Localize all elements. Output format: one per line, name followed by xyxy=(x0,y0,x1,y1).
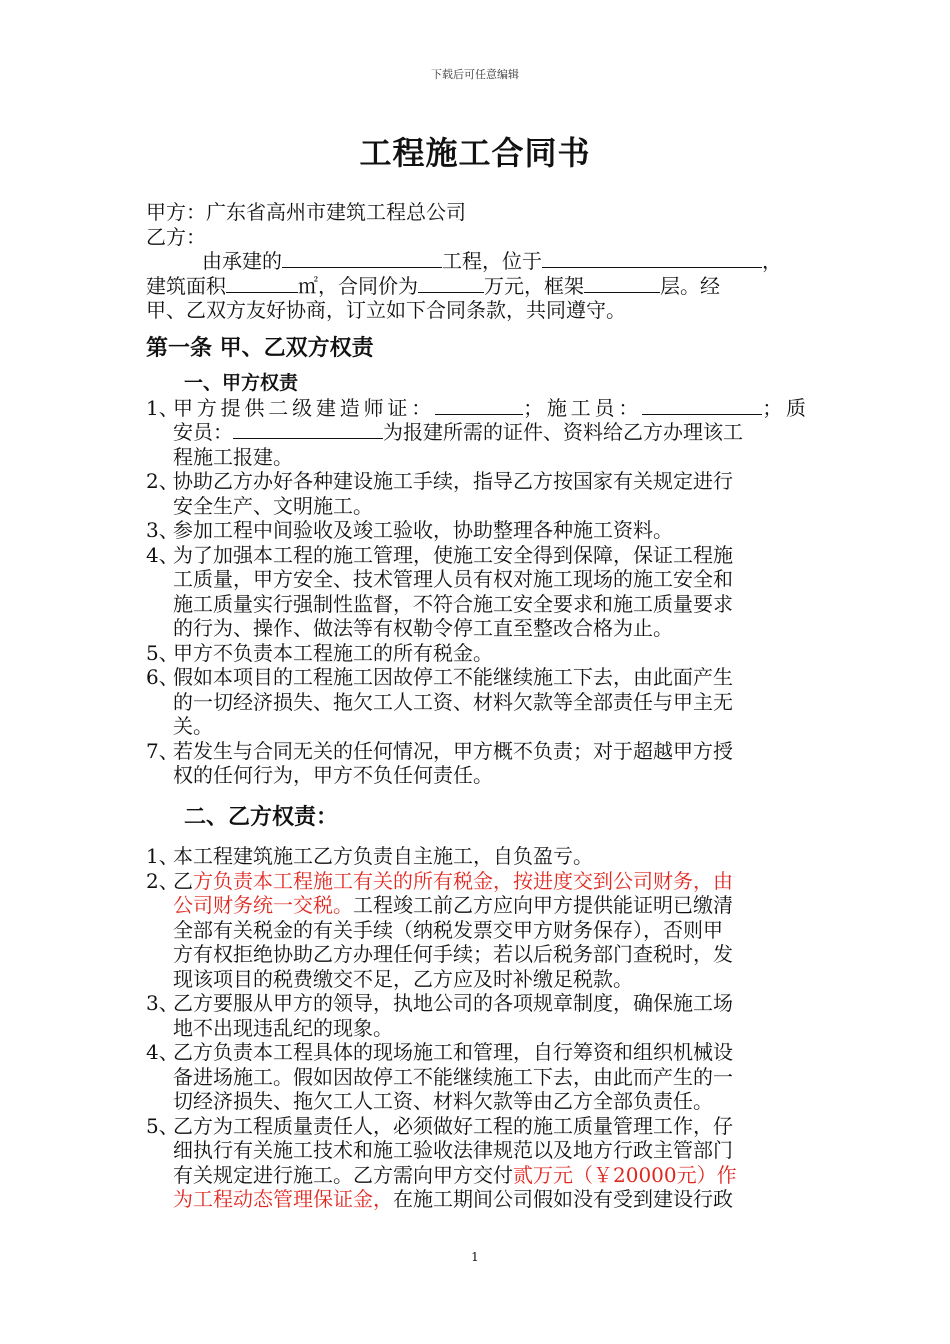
intro-line-1: 由承建的 工程，位于 ， xyxy=(202,249,782,273)
list-item: 6、 假如本项目的工程施工因故停工不能继续施工下去，由此面产生 的一切经济损失、拖欠工人工资、材料欠款等全部责任与甲主无 关。 xyxy=(146,665,733,738)
list-item: 2、 乙方负责本工程施工有关的所有税金，按进度交到公司财务，由 公司财务统一交税。工程竣工前乙方应向甲方提供能证明已缴清 全部有关税金的有关手续（纳税发票交甲方财务保存），否则甲 方有权拒绝协助乙方办理任何手续；若以后税务部门查税时，发 现该项目的税费缴交不足，乙方应及时补缴足税款。 xyxy=(146,868,733,991)
project-name-blank[interactable] xyxy=(282,249,442,268)
section-a-title: 一、甲方权责 xyxy=(184,372,299,394)
list-item: 5、 乙方为工程质量责任人，必须做好工程的施工质量管理工作，仔 细执行有关施工技术和施工验收法律规范以及地方行政主管部门 有关规定进行施工。乙方需向甲方交付贰万元（￥20000元）作 为工程动态管理保证金，在施工期间公司假如没有受到建设行政 xyxy=(146,1113,737,1211)
list-item: 1、 甲方提供二级建造师证： ；施工员： ；质 安员： 为报建所需的证件、资料给乙方办理该工 程施工报建。 xyxy=(146,395,807,469)
intro-line-2: 建筑面积 ㎡，合同价为 万元，框架 层。经 xyxy=(146,273,720,298)
party-b: 乙方： xyxy=(146,224,206,249)
article-1-title: 第一条 甲、乙双方权责 xyxy=(146,335,374,361)
price-blank[interactable] xyxy=(418,274,484,293)
list-item: 4、 为了加强本工程的施工管理，使施工安全得到保障，保证工程施 工质量，甲方安全、技术管理人员有权对施工现场的施工安全和 施工质量实行强制性监督，不符合施工安全要求和施工质量要求 的行为、操作、做法等有权勒令停工直至整改合格为止。 xyxy=(146,542,733,640)
highlighted-text: 方负责本工程施工有关的所有税金，按进度交到公司财务，由 xyxy=(193,868,733,893)
safety-officer-blank[interactable] xyxy=(233,420,383,439)
floors-blank[interactable] xyxy=(584,274,660,293)
list-item: 3、 参加工程中间验收及竣工验收，协助整理各种施工资料。 xyxy=(146,518,673,542)
list-item: 1、 本工程建筑施工乙方负责自主施工，自负盈亏。 xyxy=(146,844,593,868)
construction-worker-blank[interactable] xyxy=(642,396,762,415)
highlighted-text: 为工程动态管理保证金， xyxy=(173,1187,393,1211)
intro-line-3: 甲、乙双方友好协商，订立如下合同条款，共同遵守。 xyxy=(146,298,626,322)
party-a: 甲方：广东省高州市建筑工程总公司 xyxy=(146,200,466,224)
list-item: 4、 乙方负责本工程具体的现场施工和管理，自行筹资和组织机械设 备进场施工。假如因故停工不能继续施工下去，由此而产生的一 切经济损失、拖欠工人工资、材料欠款等由乙方全部负责任。 xyxy=(146,1040,733,1113)
builder-cert-blank[interactable] xyxy=(435,396,523,415)
header-note: 下载后可任意编辑 xyxy=(431,68,519,81)
highlighted-text: 公司财务统一交税。 xyxy=(173,893,353,917)
list-item: 2、 协助乙方办好各种建设施工手续，指导乙方按国家有关规定进行 安全生产、文明施工。 xyxy=(146,469,733,518)
section-b-title: 二、乙方权责： xyxy=(184,804,339,830)
highlighted-text: 贰万元（￥20000元）作 xyxy=(513,1162,737,1187)
list-item: 7、 若发生与合同无关的任何情况，甲方概不负责；对于超越甲方授 权的任何行为，甲方不负任何责任。 xyxy=(146,738,733,787)
list-item: 5、 甲方不负责本工程施工的所有税金。 xyxy=(146,640,493,665)
list-item: 3、 乙方要服从甲方的领导，执地公司的各项规章制度，确保施工场 地不出现违乱纪的现象。 xyxy=(146,991,733,1040)
area-blank[interactable] xyxy=(226,274,298,293)
contract-body xyxy=(146,200,806,1212)
document-title: 工程施工合同书 xyxy=(359,134,591,172)
page-number: 1 xyxy=(471,1250,479,1264)
location-blank[interactable] xyxy=(542,249,762,268)
